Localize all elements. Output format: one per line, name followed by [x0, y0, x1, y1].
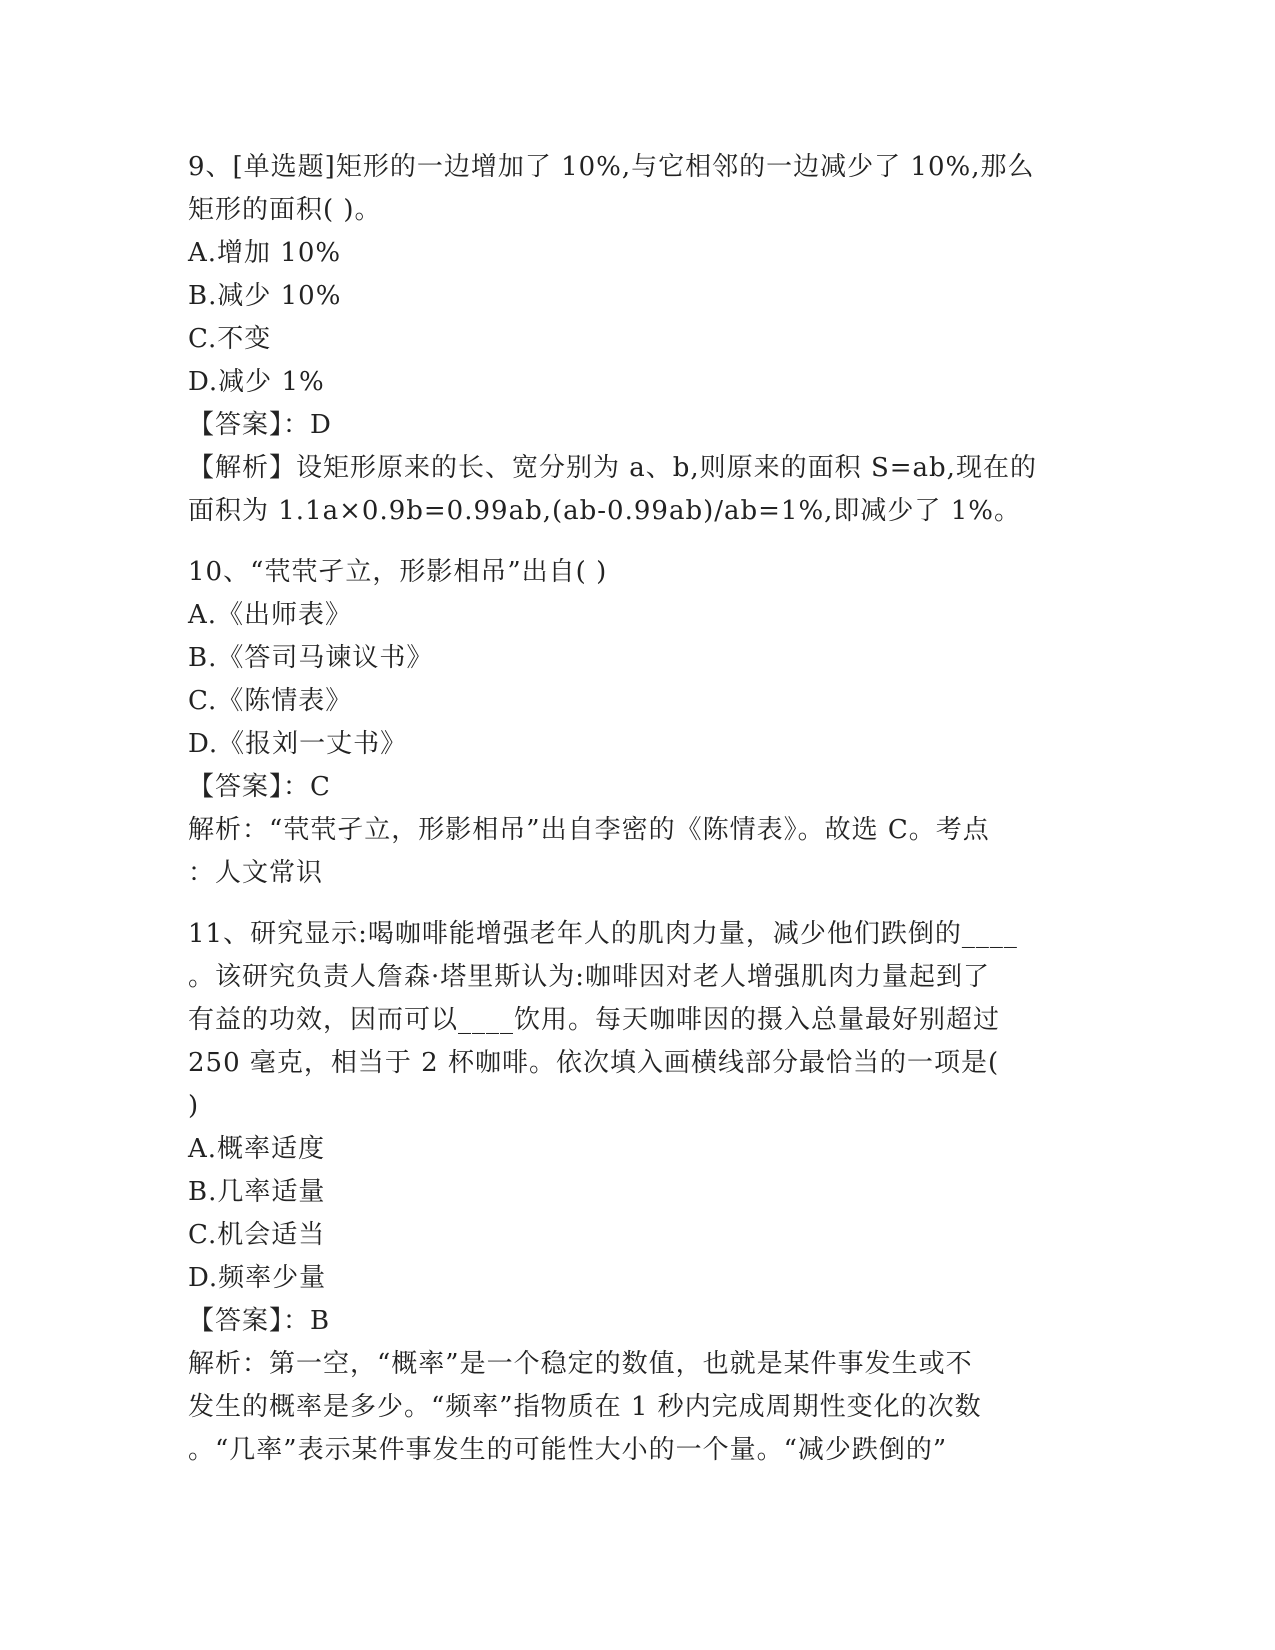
- option-a: A.增加 10%: [188, 238, 342, 268]
- option-c: C.机会适当: [188, 1220, 326, 1250]
- question-stem-line: 9、[单选题]矩形的一边增加了 10%,与它相邻的一边减少了 10%,那么: [188, 152, 1035, 182]
- answer-line: 【答案】：D: [188, 410, 332, 440]
- option-a: A.《出师表》: [188, 600, 353, 630]
- option-d: D.频率少量: [188, 1263, 327, 1293]
- analysis-line: ：人文常识: [188, 858, 324, 888]
- question-9: [188, 146, 1088, 533]
- analysis-line: 面积为 1.1a×0.9b=0.99ab,(ab-0.99ab)/ab=1%,即减少了 1%。: [188, 496, 1021, 526]
- analysis-line: 【解析】设矩形原来的长、宽分别为 a、b,则原来的面积 S=ab,现在的: [188, 453, 1037, 483]
- analysis-line: 发生的概率是多少。“频率”指物质在 1 秒内完成周期性变化的次数: [188, 1392, 982, 1422]
- analysis-line: 解析：“茕茕孑立，形影相吊”出自李密的《陈情表》。故选 C。考点: [188, 815, 990, 845]
- option-b: B.《答司马谏议书》: [188, 643, 434, 673]
- option-d: D.减少 1%: [188, 367, 325, 397]
- analysis-line: 。“几率”表示某件事发生的可能性大小的一个量。“减少跌倒的”: [188, 1435, 948, 1465]
- option-b: B.几率适量: [188, 1177, 326, 1207]
- question-stem-line: 。该研究负责人詹森·塔里斯认为:咖啡因对老人增强肌肉力量起到了: [188, 962, 991, 992]
- question-10: [188, 551, 1088, 895]
- question-stem-line: 矩形的面积( )。: [188, 195, 382, 225]
- option-b: B.减少 10%: [188, 281, 342, 311]
- question-stem-line: 250 毫克，相当于 2 杯咖啡。依次填入画横线部分最恰当的一项是(: [188, 1048, 1000, 1078]
- answer-line: 【答案】：C: [188, 772, 331, 802]
- answer-line: 【答案】：B: [188, 1306, 331, 1336]
- question-stem-line: 11、研究显示:喝咖啡能增强老年人的肌肉力量，减少他们跌倒的____: [188, 919, 1018, 949]
- question-stem-line: 有益的功效，因而可以____饮用。每天咖啡因的摄入总量最好别超过: [188, 1005, 1001, 1035]
- option-c: C.《陈情表》: [188, 686, 353, 716]
- option-c: C.不变: [188, 324, 272, 354]
- question-stem-line: 10、“茕茕孑立，形影相吊”出自( ): [188, 557, 608, 587]
- question-stem-line: ): [188, 1091, 200, 1121]
- option-d: D.《报刘一丈书》: [188, 729, 408, 759]
- analysis-line: 解析：第一空，“概率”是一个稳定的数值，也就是某件事发生或不: [188, 1349, 973, 1379]
- question-11: [188, 913, 1088, 1472]
- document-page: [188, 146, 1088, 1490]
- option-a: A.概率适度: [188, 1134, 326, 1164]
